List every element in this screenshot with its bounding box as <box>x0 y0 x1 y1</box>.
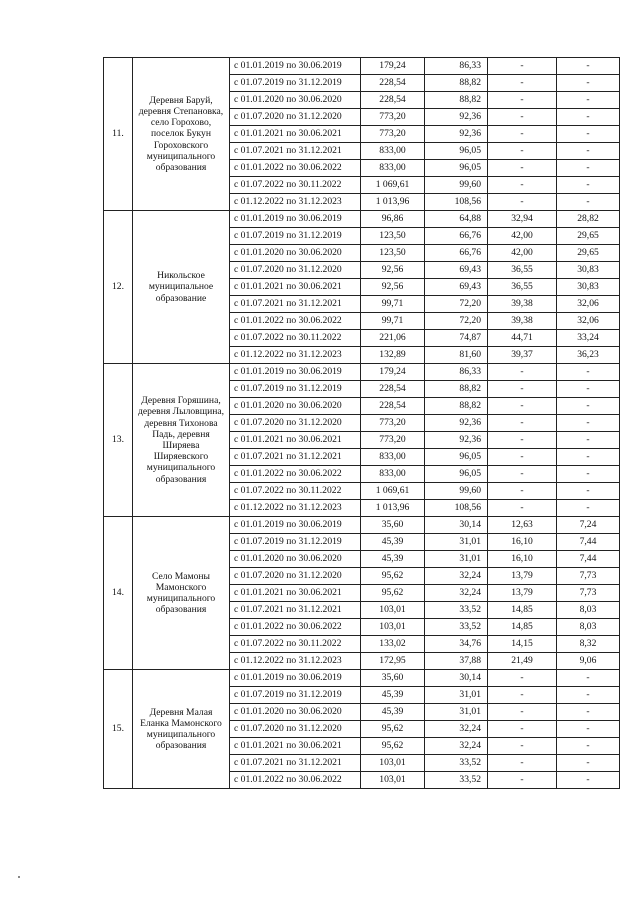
value-cell-4: 36,23 <box>557 347 620 364</box>
value-cell-4: 9,06 <box>557 653 620 670</box>
value-cell-2: 96,05 <box>425 160 488 177</box>
value-cell-4: 30,83 <box>557 279 620 296</box>
value-cell-1: 773,20 <box>361 415 425 432</box>
value-cell-3: - <box>488 670 557 687</box>
value-cell-4: 7,73 <box>557 585 620 602</box>
value-cell-3: - <box>488 721 557 738</box>
value-cell-1: 103,01 <box>361 602 425 619</box>
value-cell-1: 1 013,96 <box>361 194 425 211</box>
value-cell-2: 66,76 <box>425 245 488 262</box>
value-cell-2: 81,60 <box>425 347 488 364</box>
value-cell-2: 96,05 <box>425 143 488 160</box>
value-cell-3: - <box>488 466 557 483</box>
value-cell-2: 33,52 <box>425 602 488 619</box>
value-cell-4: - <box>557 143 620 160</box>
value-cell-3: - <box>488 738 557 755</box>
period-cell: с 01.01.2021 по 30.06.2021 <box>230 432 361 449</box>
period-cell: с 01.07.2019 по 31.12.2019 <box>230 381 361 398</box>
value-cell-1: 228,54 <box>361 381 425 398</box>
value-cell-2: 32,24 <box>425 721 488 738</box>
value-cell-4: - <box>557 381 620 398</box>
value-cell-1: 833,00 <box>361 466 425 483</box>
period-cell: с 01.12.2022 по 31.12.2023 <box>230 500 361 517</box>
value-cell-3: 16,10 <box>488 551 557 568</box>
value-cell-3: - <box>488 160 557 177</box>
table-row <box>104 364 620 381</box>
value-cell-4: - <box>557 160 620 177</box>
value-cell-4: - <box>557 721 620 738</box>
value-cell-2: 108,56 <box>425 500 488 517</box>
period-cell: с 01.07.2021 по 31.12.2021 <box>230 755 361 772</box>
value-cell-2: 72,20 <box>425 313 488 330</box>
value-cell-4: 7,44 <box>557 551 620 568</box>
value-cell-2: 99,60 <box>425 177 488 194</box>
value-cell-2: 31,01 <box>425 534 488 551</box>
period-cell: с 01.07.2022 по 30.11.2022 <box>230 330 361 347</box>
value-cell-1: 228,54 <box>361 75 425 92</box>
value-cell-2: 96,05 <box>425 449 488 466</box>
value-cell-2: 31,01 <box>425 704 488 721</box>
table-row <box>104 58 620 75</box>
value-cell-3: 42,00 <box>488 228 557 245</box>
value-cell-2: 92,36 <box>425 415 488 432</box>
value-cell-1: 179,24 <box>361 364 425 381</box>
value-cell-4: - <box>557 177 620 194</box>
period-cell: с 01.01.2021 по 30.06.2021 <box>230 738 361 755</box>
value-cell-2: 32,24 <box>425 585 488 602</box>
value-cell-4: 33,24 <box>557 330 620 347</box>
period-cell: с 01.07.2020 по 31.12.2020 <box>230 721 361 738</box>
table-row <box>104 670 620 687</box>
value-cell-3: - <box>488 704 557 721</box>
value-cell-3: - <box>488 500 557 517</box>
value-cell-2: 66,76 <box>425 228 488 245</box>
value-cell-1: 221,06 <box>361 330 425 347</box>
value-cell-3: 39,37 <box>488 347 557 364</box>
period-cell: с 01.01.2019 по 30.06.2019 <box>230 364 361 381</box>
value-cell-3: 44,71 <box>488 330 557 347</box>
value-cell-1: 132,89 <box>361 347 425 364</box>
period-cell: с 01.07.2020 по 31.12.2020 <box>230 568 361 585</box>
period-cell: с 01.07.2022 по 30.11.2022 <box>230 636 361 653</box>
value-cell-3: - <box>488 483 557 500</box>
value-cell-1: 1 069,61 <box>361 177 425 194</box>
value-cell-1: 103,01 <box>361 755 425 772</box>
table-row <box>104 211 620 228</box>
value-cell-1: 833,00 <box>361 160 425 177</box>
value-cell-1: 1 069,61 <box>361 483 425 500</box>
value-cell-3: 14,15 <box>488 636 557 653</box>
value-cell-4: 8,32 <box>557 636 620 653</box>
value-cell-3: - <box>488 194 557 211</box>
value-cell-1: 95,62 <box>361 721 425 738</box>
value-cell-2: 31,01 <box>425 687 488 704</box>
value-cell-3: - <box>488 58 557 75</box>
value-cell-4: - <box>557 364 620 381</box>
value-cell-2: 37,88 <box>425 653 488 670</box>
value-cell-4: - <box>557 483 620 500</box>
period-cell: с 01.07.2020 по 31.12.2020 <box>230 415 361 432</box>
value-cell-2: 34,76 <box>425 636 488 653</box>
value-cell-4: - <box>557 432 620 449</box>
value-cell-2: 108,56 <box>425 194 488 211</box>
value-cell-3: 42,00 <box>488 245 557 262</box>
value-cell-1: 99,71 <box>361 296 425 313</box>
period-cell: с 01.01.2020 по 30.06.2020 <box>230 398 361 415</box>
value-cell-3: 36,55 <box>488 262 557 279</box>
settlement-name: Деревня Горяшина, деревня Лыловщина, деревня Тихонова Падь, деревня Ширяева Ширяевского муниципального образования <box>133 364 230 517</box>
value-cell-3: - <box>488 92 557 109</box>
table-row <box>104 517 620 534</box>
value-cell-1: 96,86 <box>361 211 425 228</box>
value-cell-1: 35,60 <box>361 670 425 687</box>
value-cell-3: - <box>488 126 557 143</box>
value-cell-2: 86,33 <box>425 58 488 75</box>
value-cell-4: - <box>557 58 620 75</box>
value-cell-1: 1 013,96 <box>361 500 425 517</box>
value-cell-4: 32,06 <box>557 296 620 313</box>
value-cell-3: 16,10 <box>488 534 557 551</box>
value-cell-1: 103,01 <box>361 619 425 636</box>
value-cell-2: 96,05 <box>425 466 488 483</box>
value-cell-2: 88,82 <box>425 398 488 415</box>
value-cell-2: 69,43 <box>425 262 488 279</box>
value-cell-2: 31,01 <box>425 551 488 568</box>
period-cell: с 01.07.2022 по 30.11.2022 <box>230 483 361 500</box>
value-cell-1: 45,39 <box>361 551 425 568</box>
value-cell-2: 92,36 <box>425 109 488 126</box>
value-cell-1: 123,50 <box>361 228 425 245</box>
period-cell: с 01.07.2020 по 31.12.2020 <box>230 262 361 279</box>
value-cell-1: 833,00 <box>361 449 425 466</box>
value-cell-1: 92,56 <box>361 279 425 296</box>
value-cell-1: 133,02 <box>361 636 425 653</box>
value-cell-4: - <box>557 449 620 466</box>
period-cell: с 01.07.2019 по 31.12.2019 <box>230 534 361 551</box>
value-cell-4: - <box>557 75 620 92</box>
value-cell-3: 14,85 <box>488 619 557 636</box>
period-cell: с 01.07.2021 по 31.12.2021 <box>230 449 361 466</box>
period-cell: с 01.07.2022 по 30.11.2022 <box>230 177 361 194</box>
value-cell-4: 29,65 <box>557 228 620 245</box>
section-number: 14. <box>104 517 133 670</box>
period-cell: с 01.01.2022 по 30.06.2022 <box>230 772 361 789</box>
value-cell-3: 13,79 <box>488 568 557 585</box>
value-cell-3: - <box>488 143 557 160</box>
period-cell: с 01.01.2020 по 30.06.2020 <box>230 551 361 568</box>
value-cell-3: 21,49 <box>488 653 557 670</box>
value-cell-4: - <box>557 92 620 109</box>
value-cell-1: 95,62 <box>361 568 425 585</box>
tariff-table <box>103 57 620 789</box>
value-cell-1: 123,50 <box>361 245 425 262</box>
value-cell-2: 32,24 <box>425 738 488 755</box>
value-cell-1: 773,20 <box>361 126 425 143</box>
value-cell-2: 33,52 <box>425 619 488 636</box>
value-cell-3: 32,94 <box>488 211 557 228</box>
value-cell-3: 36,55 <box>488 279 557 296</box>
period-cell: с 01.07.2021 по 31.12.2021 <box>230 602 361 619</box>
value-cell-1: 103,01 <box>361 772 425 789</box>
value-cell-3: 12,63 <box>488 517 557 534</box>
period-cell: с 01.12.2022 по 31.12.2023 <box>230 653 361 670</box>
value-cell-4: 32,06 <box>557 313 620 330</box>
period-cell: с 01.01.2022 по 30.06.2022 <box>230 466 361 483</box>
value-cell-4: - <box>557 704 620 721</box>
value-cell-3: - <box>488 432 557 449</box>
period-cell: с 01.07.2019 по 31.12.2019 <box>230 228 361 245</box>
period-cell: с 01.01.2019 по 30.06.2019 <box>230 670 361 687</box>
value-cell-4: 7,44 <box>557 534 620 551</box>
value-cell-4: - <box>557 670 620 687</box>
section-number: 15. <box>104 670 133 789</box>
period-cell: с 01.01.2019 по 30.06.2019 <box>230 517 361 534</box>
value-cell-2: 69,43 <box>425 279 488 296</box>
value-cell-2: 30,14 <box>425 670 488 687</box>
tariff-table-body <box>104 58 620 789</box>
value-cell-2: 86,33 <box>425 364 488 381</box>
value-cell-1: 95,62 <box>361 585 425 602</box>
value-cell-2: 30,14 <box>425 517 488 534</box>
value-cell-3: - <box>488 364 557 381</box>
settlement-name: Никольское муниципальное образование <box>133 211 230 364</box>
value-cell-3: - <box>488 449 557 466</box>
period-cell: с 01.01.2022 по 30.06.2022 <box>230 313 361 330</box>
period-cell: с 01.07.2019 по 31.12.2019 <box>230 75 361 92</box>
value-cell-2: 72,20 <box>425 296 488 313</box>
value-cell-4: 8,03 <box>557 619 620 636</box>
value-cell-4: - <box>557 738 620 755</box>
value-cell-4: - <box>557 126 620 143</box>
value-cell-1: 92,56 <box>361 262 425 279</box>
value-cell-4: - <box>557 772 620 789</box>
value-cell-4: - <box>557 398 620 415</box>
value-cell-2: 32,24 <box>425 568 488 585</box>
value-cell-3: 14,85 <box>488 602 557 619</box>
period-cell: с 01.01.2019 по 30.06.2019 <box>230 211 361 228</box>
value-cell-2: 99,60 <box>425 483 488 500</box>
value-cell-4: 29,65 <box>557 245 620 262</box>
value-cell-4: - <box>557 109 620 126</box>
value-cell-3: - <box>488 381 557 398</box>
value-cell-4: - <box>557 466 620 483</box>
value-cell-3: - <box>488 687 557 704</box>
value-cell-2: 88,82 <box>425 381 488 398</box>
value-cell-1: 45,39 <box>361 687 425 704</box>
value-cell-2: 88,82 <box>425 92 488 109</box>
period-cell: с 01.01.2020 по 30.06.2020 <box>230 92 361 109</box>
value-cell-1: 45,39 <box>361 704 425 721</box>
value-cell-1: 773,20 <box>361 109 425 126</box>
period-cell: с 01.01.2021 по 30.06.2021 <box>230 279 361 296</box>
value-cell-4: 28,82 <box>557 211 620 228</box>
section-number: 12. <box>104 211 133 364</box>
value-cell-1: 95,62 <box>361 738 425 755</box>
value-cell-2: 33,52 <box>425 755 488 772</box>
value-cell-2: 33,52 <box>425 772 488 789</box>
period-cell: с 01.07.2019 по 31.12.2019 <box>230 687 361 704</box>
period-cell: с 01.01.2020 по 30.06.2020 <box>230 704 361 721</box>
value-cell-4: - <box>557 755 620 772</box>
settlement-name: Деревня Баруй, деревня Степановка, село Горохово, поселок Букун Гороховского муниципального образования <box>133 58 230 211</box>
value-cell-3: - <box>488 177 557 194</box>
value-cell-4: 7,73 <box>557 568 620 585</box>
value-cell-2: 74,87 <box>425 330 488 347</box>
period-cell: с 01.01.2019 по 30.06.2019 <box>230 58 361 75</box>
value-cell-1: 45,39 <box>361 534 425 551</box>
section-number: 11. <box>104 58 133 211</box>
value-cell-3: - <box>488 755 557 772</box>
value-cell-2: 92,36 <box>425 126 488 143</box>
value-cell-4: 30,83 <box>557 262 620 279</box>
value-cell-2: 88,82 <box>425 75 488 92</box>
value-cell-3: 13,79 <box>488 585 557 602</box>
value-cell-4: - <box>557 415 620 432</box>
period-cell: с 01.01.2020 по 30.06.2020 <box>230 245 361 262</box>
period-cell: с 01.07.2021 по 31.12.2021 <box>230 143 361 160</box>
value-cell-2: 64,88 <box>425 211 488 228</box>
period-cell: с 01.07.2021 по 31.12.2021 <box>230 296 361 313</box>
value-cell-1: 172,95 <box>361 653 425 670</box>
value-cell-3: 39,38 <box>488 296 557 313</box>
value-cell-3: - <box>488 398 557 415</box>
value-cell-1: 773,20 <box>361 432 425 449</box>
value-cell-2: 92,36 <box>425 432 488 449</box>
value-cell-4: - <box>557 687 620 704</box>
value-cell-1: 833,00 <box>361 143 425 160</box>
value-cell-1: 99,71 <box>361 313 425 330</box>
value-cell-3: - <box>488 772 557 789</box>
period-cell: с 01.12.2022 по 31.12.2023 <box>230 194 361 211</box>
scan-speck <box>18 876 20 878</box>
period-cell: с 01.01.2022 по 30.06.2022 <box>230 619 361 636</box>
period-cell: с 01.12.2022 по 31.12.2023 <box>230 347 361 364</box>
value-cell-4: 7,24 <box>557 517 620 534</box>
value-cell-1: 179,24 <box>361 58 425 75</box>
value-cell-1: 228,54 <box>361 92 425 109</box>
value-cell-4: 8,03 <box>557 602 620 619</box>
period-cell: с 01.07.2020 по 31.12.2020 <box>230 109 361 126</box>
value-cell-3: - <box>488 415 557 432</box>
settlement-name: Село Мамоны Мамонского муниципального образования <box>133 517 230 670</box>
value-cell-3: - <box>488 75 557 92</box>
period-cell: с 01.01.2021 по 30.06.2021 <box>230 126 361 143</box>
value-cell-1: 228,54 <box>361 398 425 415</box>
period-cell: с 01.01.2021 по 30.06.2021 <box>230 585 361 602</box>
value-cell-4: - <box>557 500 620 517</box>
value-cell-3: - <box>488 109 557 126</box>
period-cell: с 01.01.2022 по 30.06.2022 <box>230 160 361 177</box>
value-cell-1: 35,60 <box>361 517 425 534</box>
value-cell-3: 39,38 <box>488 313 557 330</box>
settlement-name: Деревня Малая Еланка Мамонского муниципального образования <box>133 670 230 789</box>
section-number: 13. <box>104 364 133 517</box>
value-cell-4: - <box>557 194 620 211</box>
